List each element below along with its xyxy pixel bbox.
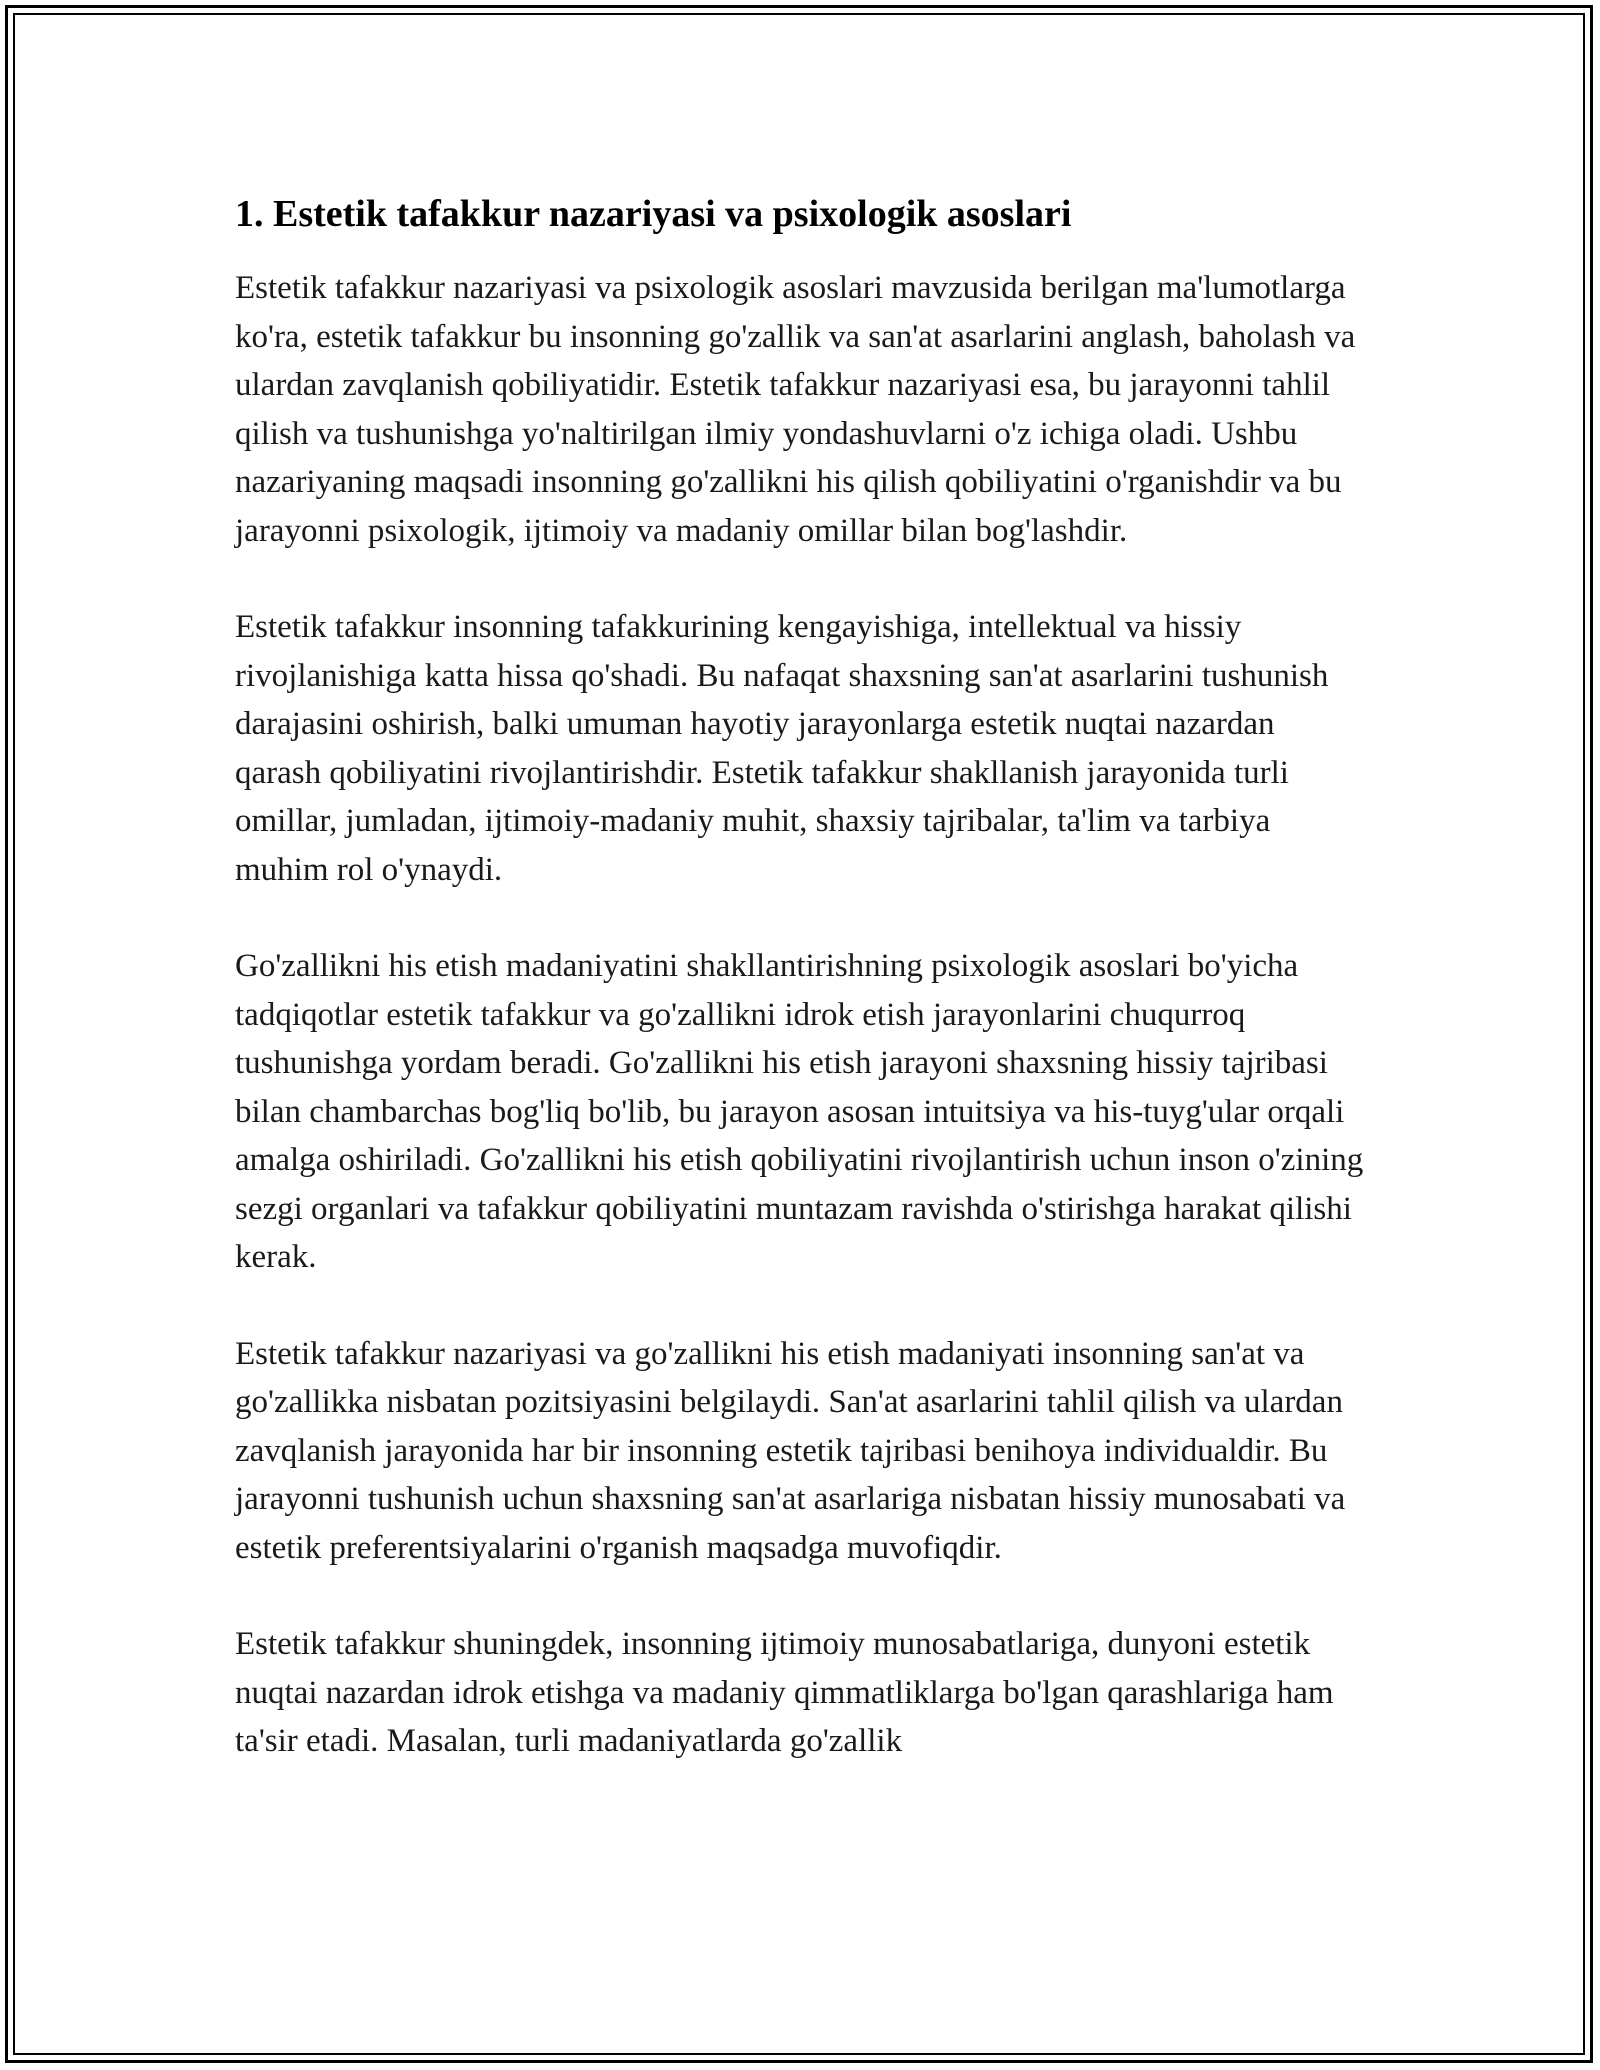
section-heading: 1. Estetik tafakkur nazariyasi va psixologik asoslari	[235, 193, 1072, 235]
document-body	[235, 188, 1365, 1814]
paragraph-1: Estetik tafakkur nazariyasi va psixologik asoslari mavzusida berilgan ma'lumotlarga ko'ra, estetik tafakkur bu insonning go'zallik va san'at asarlarini anglash, baholash va ulardan zavqlanish qobiliyatidir. Estetik tafakkur nazariyasi esa, bu jarayonni tahlil qilish va tushunishga yo'naltirilgan ilmiy yondashuvlarni o'z ichiga oladi. Ushbu nazariyaning maqsadi insonning go'zallikni his qilish qobiliyatini o'rganishdir va bu jarayonni psixologik, ijtimoiy va madaniy omillar bilan bog'lashdir.	[235, 270, 1356, 549]
paragraph-2: Estetik tafakkur insonning tafakkurining kengayishiga, intellektual va hissiy rivojlanishiga katta hissa qo'shadi. Bu nafaqat shaxsning san'at asarlarini tushunish darajasini oshirish, balki umuman hayotiy jarayonlarga estetik nuqtai nazardan qarash qobiliyatini rivojlantirishdir. Estetik tafakkur shakllanish jarayonida turli omillar, jumladan, ijtimoiy-madaniy muhit, shaxsiy tajribalar, ta'lim va tarbiya muhim rol o'ynaydi.	[235, 609, 1329, 888]
paragraph-3: Go'zallikni his etish madaniyatini shakllantirishning psixologik asoslari bo'yicha tadqiqotlar estetik tafakkur va go'zallikni idrok etish jarayonlarini chuqurroq tushunishga yordam beradi. Go'zallikni his etish jarayoni shaxsning hissiy tajribasi bilan chambarchas bog'liq bo'lib, bu jarayon asosan intuitsiya va his-tuyg'ular orqali amalga oshiriladi. Go'zallikni his etish qobiliyatini rivojlantirish uchun inson o'zining sezgi organlari va tafakkur qobiliyatini muntazam ravishda o'stirishga harakat qilishi kerak.	[235, 948, 1364, 1275]
paragraph-5: Estetik tafakkur shuningdek, insonning ijtimoiy munosabatlariga, dunyoni estetik nuqtai nazardan idrok etishga va madaniy qimmatliklarga bo'lgan qarashlariga ham ta'sir etadi. Masalan, turli madaniyatlarda go'zallik	[235, 1626, 1334, 1759]
paragraph-4: Estetik tafakkur nazariyasi va go'zallikni his etish madaniyati insonning san'at va go'zallikka nisbatan pozitsiyasini belgilaydi. San'at asarlarini tahlil qilish va ulardan zavqlanish jarayonida har bir insonning estetik tajribasi benihoya individualdir. Bu jarayonni tushunish uchun shaxsning san'at asarlariga nisbatan hissiy munosabati va estetik preferentsiyalarini o'rganish maqsadga muvofiqdir.	[235, 1335, 1346, 1566]
